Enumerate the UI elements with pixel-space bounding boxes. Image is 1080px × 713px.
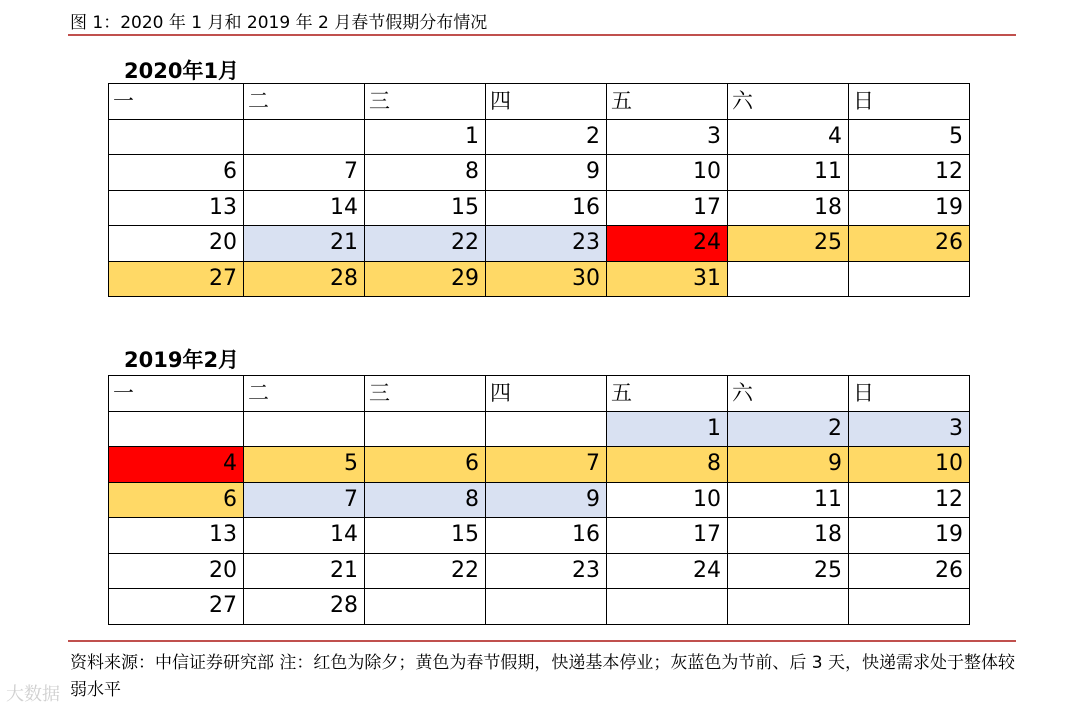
top-divider <box>68 34 1016 36</box>
empty-day-cell <box>728 261 849 297</box>
day-cell: 13 <box>109 190 244 226</box>
day-cell: 8 <box>365 482 486 518</box>
week-row <box>109 119 970 155</box>
day-cell: 18 <box>728 190 849 226</box>
day-cell: 26 <box>849 226 970 262</box>
weekday-header: 二 <box>244 84 365 120</box>
jan-2020-title: 2020年1月 <box>124 59 240 83</box>
day-cell: 8 <box>365 155 486 191</box>
day-cell: 7 <box>244 155 365 191</box>
week-row <box>109 411 970 447</box>
source-note: 资料来源：中信证券研究部 注：红色为除夕；黄色为春节假期，快递基本停业；灰蓝色为节前、后 3 天，快递需求处于整体较弱水平 <box>70 653 1016 700</box>
empty-day-cell <box>849 261 970 297</box>
day-cell: 1 <box>607 411 728 447</box>
day-cell: 14 <box>244 190 365 226</box>
bottom-divider <box>68 640 1016 642</box>
empty-day-cell <box>607 589 728 625</box>
weekday-header: 一 <box>109 84 244 120</box>
weekday-header: 三 <box>365 376 486 412</box>
week-row <box>109 261 970 297</box>
day-cell: 18 <box>728 518 849 554</box>
day-cell: 12 <box>849 155 970 191</box>
day-cell: 15 <box>365 190 486 226</box>
day-cell: 2 <box>486 119 607 155</box>
day-cell: 19 <box>849 518 970 554</box>
day-cell: 6 <box>365 447 486 483</box>
weekday-header: 二 <box>244 376 365 412</box>
empty-day-cell <box>109 119 244 155</box>
day-cell: 9 <box>486 155 607 191</box>
empty-day-cell <box>486 589 607 625</box>
day-cell: 25 <box>728 553 849 589</box>
weekday-header: 四 <box>486 376 607 412</box>
day-cell: 20 <box>109 226 244 262</box>
day-cell: 24 <box>607 226 728 262</box>
day-cell: 22 <box>365 553 486 589</box>
empty-day-cell <box>244 119 365 155</box>
weekday-header: 四 <box>486 84 607 120</box>
weekday-header: 一 <box>109 376 244 412</box>
empty-day-cell <box>365 589 486 625</box>
day-cell: 9 <box>486 482 607 518</box>
day-cell: 7 <box>486 447 607 483</box>
week-row <box>109 482 970 518</box>
weekday-header: 日 <box>849 84 970 120</box>
day-cell: 10 <box>849 447 970 483</box>
day-cell: 9 <box>728 447 849 483</box>
watermark: 大数据 <box>6 684 60 705</box>
day-cell: 3 <box>607 119 728 155</box>
day-cell: 26 <box>849 553 970 589</box>
empty-day-cell <box>109 411 244 447</box>
day-cell: 21 <box>244 553 365 589</box>
day-cell: 10 <box>607 155 728 191</box>
feb-2019-title: 2019年2月 <box>124 348 240 372</box>
weekday-header-row <box>109 376 970 412</box>
week-row <box>109 226 970 262</box>
day-cell: 19 <box>849 190 970 226</box>
day-cell: 14 <box>244 518 365 554</box>
day-cell: 30 <box>486 261 607 297</box>
weekday-header: 六 <box>728 84 849 120</box>
weekday-header: 六 <box>728 376 849 412</box>
week-row <box>109 190 970 226</box>
day-cell: 29 <box>365 261 486 297</box>
week-row <box>109 553 970 589</box>
day-cell: 7 <box>244 482 365 518</box>
day-cell: 6 <box>109 482 244 518</box>
day-cell: 22 <box>365 226 486 262</box>
day-cell: 11 <box>728 155 849 191</box>
week-row <box>109 518 970 554</box>
weekday-header: 五 <box>607 84 728 120</box>
week-row <box>109 589 970 625</box>
empty-day-cell <box>244 411 365 447</box>
weekday-header: 五 <box>607 376 728 412</box>
day-cell: 17 <box>607 518 728 554</box>
day-cell: 2 <box>728 411 849 447</box>
figure-title: 图 1：2020 年 1 月和 2019 年 2 月春节假期分布情况 <box>70 13 488 33</box>
day-cell: 5 <box>849 119 970 155</box>
day-cell: 8 <box>607 447 728 483</box>
day-cell: 11 <box>728 482 849 518</box>
empty-day-cell <box>486 411 607 447</box>
day-cell: 5 <box>244 447 365 483</box>
day-cell: 6 <box>109 155 244 191</box>
day-cell: 20 <box>109 553 244 589</box>
week-row <box>109 447 970 483</box>
day-cell: 1 <box>365 119 486 155</box>
empty-day-cell <box>849 589 970 625</box>
day-cell: 16 <box>486 518 607 554</box>
weekday-header: 三 <box>365 84 486 120</box>
day-cell: 10 <box>607 482 728 518</box>
weekday-header: 日 <box>849 376 970 412</box>
day-cell: 25 <box>728 226 849 262</box>
feb-2019-calendar <box>108 375 970 625</box>
empty-day-cell <box>365 411 486 447</box>
day-cell: 28 <box>244 589 365 625</box>
day-cell: 28 <box>244 261 365 297</box>
day-cell: 23 <box>486 553 607 589</box>
day-cell: 13 <box>109 518 244 554</box>
day-cell: 12 <box>849 482 970 518</box>
day-cell: 17 <box>607 190 728 226</box>
day-cell: 27 <box>109 589 244 625</box>
jan-2020-calendar <box>108 83 970 297</box>
day-cell: 23 <box>486 226 607 262</box>
day-cell: 4 <box>109 447 244 483</box>
week-row <box>109 155 970 191</box>
weekday-header-row <box>109 84 970 120</box>
day-cell: 4 <box>728 119 849 155</box>
day-cell: 3 <box>849 411 970 447</box>
day-cell: 31 <box>607 261 728 297</box>
day-cell: 27 <box>109 261 244 297</box>
day-cell: 15 <box>365 518 486 554</box>
day-cell: 16 <box>486 190 607 226</box>
empty-day-cell <box>728 589 849 625</box>
day-cell: 21 <box>244 226 365 262</box>
day-cell: 24 <box>607 553 728 589</box>
